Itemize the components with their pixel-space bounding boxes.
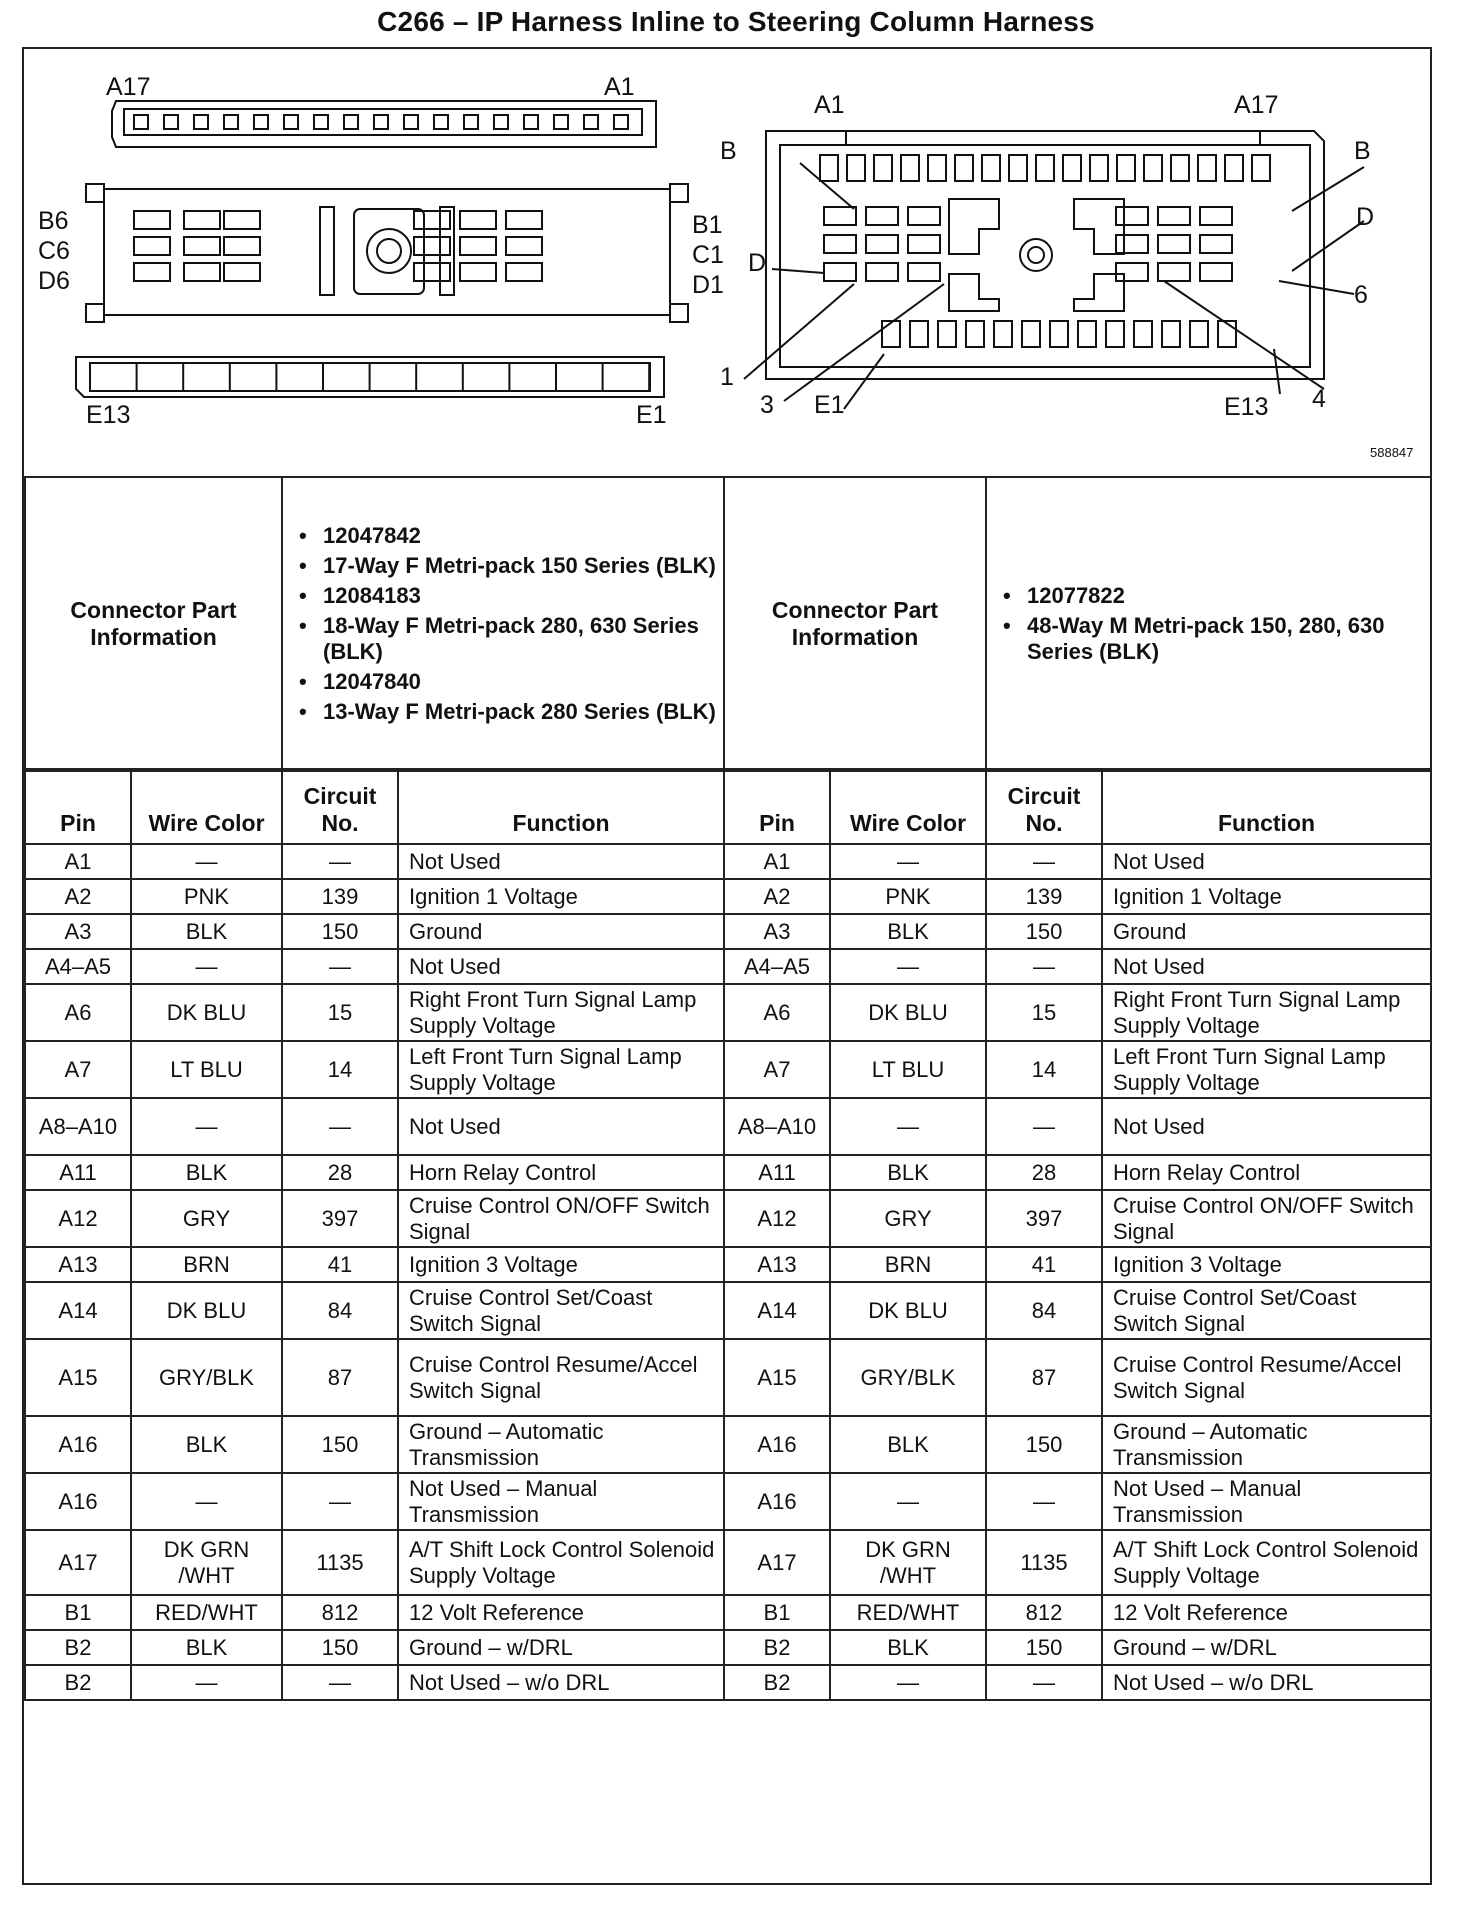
pin-cavity <box>994 321 1012 347</box>
function-cell: Ground – w/DRL <box>1102 1630 1431 1665</box>
table-row <box>25 1473 1431 1530</box>
pin-cavity <box>134 211 170 229</box>
circuit-cell: 397 <box>282 1190 398 1247</box>
circuit-cell: — <box>282 844 398 879</box>
wire-color-cell: BRN <box>830 1247 986 1282</box>
function-cell: 12 Volt Reference <box>1102 1595 1431 1630</box>
label-a17-left: A17 <box>106 73 151 101</box>
circuit-cell: — <box>986 1473 1102 1530</box>
pin-cell: A7 <box>724 1041 830 1098</box>
circuit-cell: 41 <box>282 1247 398 1282</box>
pin-cavity <box>584 115 598 129</box>
table-row <box>25 1098 1431 1155</box>
function-cell: Ground – Automatic Transmission <box>1102 1416 1431 1473</box>
function-cell: Cruise Control Set/Coast Switch Signal <box>398 1282 724 1339</box>
pin-cavity <box>955 155 973 181</box>
pin-cell: B2 <box>724 1630 830 1665</box>
list-item: • 13-Way F Metri-pack 280 Series (BLK) <box>323 699 717 725</box>
pin-cell: A11 <box>25 1155 131 1190</box>
wire-color-cell: GRY <box>131 1190 282 1247</box>
label-c6: C6 <box>38 237 70 265</box>
pin-cell: A2 <box>724 879 830 914</box>
function-cell: Not Used <box>398 1098 724 1155</box>
pin-cavity <box>1218 321 1236 347</box>
pin-cell: A14 <box>724 1282 830 1339</box>
list-item: • 12084183 <box>323 583 717 609</box>
label-c1: C1 <box>692 241 724 269</box>
pin-cavity <box>874 155 892 181</box>
pin-cavity <box>506 237 542 255</box>
circuit-cell: 812 <box>986 1595 1102 1630</box>
circuit-cell: 84 <box>282 1282 398 1339</box>
function-cell: Cruise Control Set/Coast Switch Signal <box>1102 1282 1431 1339</box>
circuit-cell: 397 <box>986 1190 1102 1247</box>
pin-cavity <box>524 115 538 129</box>
list-item: • 17-Way F Metri-pack 150 Series (BLK) <box>323 553 717 579</box>
pin-cavity <box>224 115 238 129</box>
table-row <box>25 914 1431 949</box>
pin-cavity <box>134 115 148 129</box>
circuit-cell: — <box>986 1665 1102 1700</box>
pin-cavity <box>1050 321 1068 347</box>
pin-cell: A2 <box>25 879 131 914</box>
circuit-cell: 150 <box>282 1630 398 1665</box>
pin-cell: A16 <box>25 1416 131 1473</box>
list-item: • 18-Way F Metri-pack 280, 630 Series (BLK) <box>323 613 717 665</box>
circuit-cell: 150 <box>986 914 1102 949</box>
pin-cell: A8–A10 <box>724 1098 830 1155</box>
list-item: • 12077822 <box>1027 583 1424 609</box>
label-1: 1 <box>720 363 734 391</box>
pin-cell: B1 <box>25 1595 131 1630</box>
circuit-cell: 14 <box>282 1041 398 1098</box>
pin-cell: A1 <box>25 844 131 879</box>
label-a17-right: A17 <box>1234 91 1279 119</box>
pin-cavity <box>554 115 568 129</box>
pin-cavity <box>464 115 478 129</box>
pin-cavity <box>460 263 496 281</box>
header-circuit-no: Circuit No. <box>282 769 398 844</box>
pin-cavity <box>134 237 170 255</box>
circuit-cell: 14 <box>986 1041 1102 1098</box>
function-cell: Not Used <box>1102 1098 1431 1155</box>
function-cell: Ignition 1 Voltage <box>1102 879 1431 914</box>
label-e1-left: E1 <box>636 401 667 429</box>
function-cell: Horn Relay Control <box>1102 1155 1431 1190</box>
circuit-cell: — <box>986 949 1102 984</box>
pin-cavity <box>982 155 1000 181</box>
wire-color-cell: BLK <box>131 1416 282 1473</box>
pin-cavity <box>1090 155 1108 181</box>
label-a1-right: A1 <box>814 91 845 119</box>
pin-cavity <box>1171 155 1189 181</box>
circuit-cell: — <box>986 1098 1102 1155</box>
wire-color-cell: — <box>131 844 282 879</box>
function-cell: Ignition 3 Voltage <box>1102 1247 1431 1282</box>
table-row <box>25 844 1431 879</box>
pin-cavity <box>1022 321 1040 347</box>
pin-cell: A4–A5 <box>25 949 131 984</box>
pin-cavity <box>134 263 170 281</box>
circuit-cell: 150 <box>282 1416 398 1473</box>
pin-cavity <box>184 263 220 281</box>
function-cell: Horn Relay Control <box>398 1155 724 1190</box>
pin-cell: A3 <box>724 914 830 949</box>
circuit-cell: 41 <box>986 1247 1102 1282</box>
pin-cavity <box>1144 155 1162 181</box>
pin-cavity <box>194 115 208 129</box>
circuit-cell: 150 <box>986 1630 1102 1665</box>
function-cell: Ground <box>1102 914 1431 949</box>
function-cell: Not Used <box>1102 949 1431 984</box>
pin-cell: A4–A5 <box>724 949 830 984</box>
circuit-cell: 1135 <box>282 1530 398 1595</box>
label-a1-left: A1 <box>604 73 635 101</box>
circuit-cell: 28 <box>986 1155 1102 1190</box>
pin-cavity <box>184 211 220 229</box>
pin-cavity <box>1158 207 1190 225</box>
wire-color-cell: BLK <box>131 1155 282 1190</box>
circuit-cell: — <box>986 844 1102 879</box>
table-row <box>25 1665 1431 1700</box>
table-row <box>25 949 1431 984</box>
pin-cavity <box>344 115 358 129</box>
pin-cavity <box>404 115 418 129</box>
function-cell: Not Used <box>398 844 724 879</box>
function-cell: Right Front Turn Signal Lamp Supply Voltage <box>1102 984 1431 1041</box>
circuit-cell: 139 <box>986 879 1102 914</box>
circuit-cell: — <box>282 1098 398 1155</box>
wire-color-cell: GRY <box>830 1190 986 1247</box>
pin-cavity <box>866 263 898 281</box>
pin-cavity <box>847 155 865 181</box>
label-d-right: D <box>1356 203 1375 231</box>
label-b1: B1 <box>692 211 723 239</box>
pin-cavity <box>901 155 919 181</box>
table-row <box>25 1339 1431 1416</box>
pin-cavity <box>1158 235 1190 253</box>
pin-cavity <box>908 207 940 225</box>
table-row <box>25 879 1431 914</box>
wire-color-cell: LT BLU <box>830 1041 986 1098</box>
function-cell: Right Front Turn Signal Lamp Supply Voltage <box>398 984 724 1041</box>
label-b6: B6 <box>38 207 69 235</box>
list-item: • 48-Way M Metri-pack 150, 280, 630 Series (BLK) <box>1027 613 1424 665</box>
pin-cavity <box>614 115 628 129</box>
function-cell: Left Front Turn Signal Lamp Supply Voltage <box>398 1041 724 1098</box>
pin-cell: B1 <box>724 1595 830 1630</box>
pin-cavity <box>908 235 940 253</box>
wire-color-cell: DK BLU <box>830 1282 986 1339</box>
wire-color-cell: — <box>131 1473 282 1530</box>
pin-cell: A11 <box>724 1155 830 1190</box>
table-row <box>25 1155 1431 1190</box>
pin-cavity <box>414 237 450 255</box>
table-row <box>25 1190 1431 1247</box>
label-e1-right: E1 <box>814 391 845 419</box>
table-row <box>25 1416 1431 1473</box>
function-cell: A/T Shift Lock Control Solenoid Supply Voltage <box>398 1530 724 1595</box>
table-row <box>25 1041 1431 1098</box>
wire-color-cell: — <box>830 1098 986 1155</box>
pin-cavity <box>1162 321 1180 347</box>
wire-color-cell: GRY/BLK <box>131 1339 282 1416</box>
pin-cavity <box>1116 235 1148 253</box>
pin-cavity <box>1106 321 1124 347</box>
connector-diagram <box>24 49 1430 478</box>
pin-cavity <box>1063 155 1081 181</box>
table-row <box>25 1530 1431 1595</box>
pin-cavity <box>1036 155 1054 181</box>
pin-cavity <box>1252 155 1270 181</box>
wire-color-cell: PNK <box>131 879 282 914</box>
pin-cell: B2 <box>724 1665 830 1700</box>
pin-cavity <box>434 115 448 129</box>
pin-cavity <box>314 115 328 129</box>
pin-cell: A12 <box>25 1190 131 1247</box>
function-cell: Ground – Automatic Transmission <box>398 1416 724 1473</box>
pin-cavity <box>910 321 928 347</box>
pin-cavity <box>1200 263 1232 281</box>
pin-cell: A13 <box>25 1247 131 1282</box>
pin-cavity <box>908 263 940 281</box>
pin-cell: A15 <box>25 1339 131 1416</box>
wire-color-cell: GRY/BLK <box>830 1339 986 1416</box>
wire-color-cell: — <box>131 1098 282 1155</box>
pin-cavity <box>164 115 178 129</box>
circuit-cell: — <box>282 949 398 984</box>
wire-color-cell: BLK <box>131 914 282 949</box>
function-cell: Ground <box>398 914 724 949</box>
circuit-cell: — <box>282 1665 398 1700</box>
wire-color-cell: DK BLU <box>830 984 986 1041</box>
function-cell: Not Used – w/o DRL <box>398 1665 724 1700</box>
pin-cavity <box>966 321 984 347</box>
pin-cell: A7 <box>25 1041 131 1098</box>
label-d6: D6 <box>38 267 70 295</box>
pin-cell: A1 <box>724 844 830 879</box>
pin-cavity <box>1225 155 1243 181</box>
function-cell: Not Used <box>398 949 724 984</box>
wire-color-cell: BLK <box>131 1630 282 1665</box>
pin-cell: A12 <box>724 1190 830 1247</box>
wire-color-cell: — <box>830 949 986 984</box>
wire-color-cell: LT BLU <box>131 1041 282 1098</box>
pin-cavity <box>224 237 260 255</box>
table-row <box>25 1630 1431 1665</box>
function-cell: Cruise Control ON/OFF Switch Signal <box>398 1190 724 1247</box>
wire-color-cell: RED/WHT <box>131 1595 282 1630</box>
pin-cavity <box>1200 235 1232 253</box>
table-row <box>25 1595 1431 1630</box>
list-item: • 12047842 <box>323 523 717 549</box>
wire-color-cell: — <box>131 949 282 984</box>
header-function: Function <box>1102 769 1431 844</box>
label-d-left: D <box>748 249 767 277</box>
list-item: • 12047840 <box>323 669 717 695</box>
pin-cavity <box>254 115 268 129</box>
page-title: C266 – IP Harness Inline to Steering Column Harness <box>377 6 1095 37</box>
pin-cell: A13 <box>724 1247 830 1282</box>
circuit-cell: 87 <box>986 1339 1102 1416</box>
function-cell: Not Used – w/o DRL <box>1102 1665 1431 1700</box>
pin-cell: A15 <box>724 1339 830 1416</box>
table-row <box>25 984 1431 1041</box>
pin-table <box>24 768 1432 1701</box>
pin-cavity <box>506 211 542 229</box>
pin-cavity <box>1078 321 1096 347</box>
function-cell: Not Used – Manual Transmission <box>1102 1473 1431 1530</box>
function-cell: Left Front Turn Signal Lamp Supply Voltage <box>1102 1041 1431 1098</box>
wire-color-cell: DK GRN /WHT <box>830 1530 986 1595</box>
pin-cell: A6 <box>25 984 131 1041</box>
pin-cavity <box>224 263 260 281</box>
connector-info-heading-left: Connector Part Information <box>25 477 282 771</box>
pin-cavity <box>824 235 856 253</box>
pin-cell: A16 <box>724 1416 830 1473</box>
wire-color-cell: BLK <box>830 1630 986 1665</box>
pin-cavity <box>1009 155 1027 181</box>
pin-cavity <box>882 321 900 347</box>
pin-cavity <box>1200 207 1232 225</box>
wire-color-cell: — <box>830 1665 986 1700</box>
pin-cavity <box>824 263 856 281</box>
wire-color-cell: BLK <box>830 914 986 949</box>
wire-color-cell: BRN <box>131 1247 282 1282</box>
wire-color-cell: — <box>830 844 986 879</box>
function-cell: Cruise Control Resume/Accel Switch Signal <box>1102 1339 1431 1416</box>
pin-cavity <box>866 235 898 253</box>
pin-cavity <box>1134 321 1152 347</box>
circuit-cell: 84 <box>986 1282 1102 1339</box>
pin-cavity <box>460 211 496 229</box>
connector-info-list-left <box>282 477 724 771</box>
circuit-cell: 15 <box>986 984 1102 1041</box>
wire-color-cell: BLK <box>830 1416 986 1473</box>
label-4: 4 <box>1312 385 1326 413</box>
pin-cavity <box>928 155 946 181</box>
connector-info-heading-right: Connector Part Information <box>724 477 986 771</box>
pin-cavity <box>1116 207 1148 225</box>
circuit-cell: 812 <box>282 1595 398 1630</box>
label-e13-right: E13 <box>1224 393 1269 421</box>
pin-cell: B2 <box>25 1665 131 1700</box>
circuit-cell: 150 <box>986 1416 1102 1473</box>
label-b-right: B <box>1354 137 1371 165</box>
table-row <box>25 1282 1431 1339</box>
pin-cavity <box>506 263 542 281</box>
function-cell: Ignition 3 Voltage <box>398 1247 724 1282</box>
circuit-cell: 139 <box>282 879 398 914</box>
circuit-cell: 28 <box>282 1155 398 1190</box>
header-pin: Pin <box>25 769 131 844</box>
pin-cell: B2 <box>25 1630 131 1665</box>
pin-cavity <box>414 263 450 281</box>
wire-color-cell: — <box>131 1665 282 1700</box>
pin-cavity <box>224 211 260 229</box>
pin-cavity <box>460 237 496 255</box>
function-cell: Not Used – Manual Transmission <box>398 1473 724 1530</box>
function-cell: A/T Shift Lock Control Solenoid Supply Voltage <box>1102 1530 1431 1595</box>
header-circuit-no: Circuit No. <box>986 769 1102 844</box>
header-function: Function <box>398 769 724 844</box>
wire-color-cell: BLK <box>830 1155 986 1190</box>
pin-cavity <box>866 207 898 225</box>
header-wire-color: Wire Color <box>830 769 986 844</box>
pin-cavity <box>284 115 298 129</box>
circuit-cell: 87 <box>282 1339 398 1416</box>
header-wire-color: Wire Color <box>131 769 282 844</box>
pin-cell: A16 <box>724 1473 830 1530</box>
function-cell: Ground – w/DRL <box>398 1630 724 1665</box>
pin-cavity <box>374 115 388 129</box>
label-3: 3 <box>760 391 774 419</box>
wire-color-cell: DK BLU <box>131 1282 282 1339</box>
circuit-cell: 150 <box>282 914 398 949</box>
function-cell: Cruise Control Resume/Accel Switch Signal <box>398 1339 724 1416</box>
pin-cavity <box>1117 155 1135 181</box>
pin-cell: A14 <box>25 1282 131 1339</box>
connector-illustration <box>24 49 1430 476</box>
pin-cavity <box>824 207 856 225</box>
pin-table-header <box>25 769 1431 844</box>
wire-color-cell: DK GRN /WHT <box>131 1530 282 1595</box>
function-cell: Not Used <box>1102 844 1431 879</box>
connector-info-list-right <box>986 477 1431 771</box>
pin-cavity <box>820 155 838 181</box>
connector-info-table <box>24 476 1432 772</box>
pin-cavity <box>184 237 220 255</box>
label-b-left: B <box>720 137 737 165</box>
wire-color-cell: — <box>830 1473 986 1530</box>
function-cell: Ignition 1 Voltage <box>398 879 724 914</box>
pin-cavity <box>1198 155 1216 181</box>
label-d1: D1 <box>692 271 724 299</box>
wire-color-cell: PNK <box>830 879 986 914</box>
circuit-cell: 15 <box>282 984 398 1041</box>
label-6: 6 <box>1354 281 1368 309</box>
pin-cell: A17 <box>25 1530 131 1595</box>
pin-cell: A17 <box>724 1530 830 1595</box>
pin-cavity <box>414 211 450 229</box>
circuit-cell: — <box>282 1473 398 1530</box>
wire-color-cell: RED/WHT <box>830 1595 986 1630</box>
pin-cavity <box>1116 263 1148 281</box>
pin-cavity <box>494 115 508 129</box>
header-pin: Pin <box>724 769 830 844</box>
figure-number: 588847 <box>1370 445 1414 460</box>
pin-cell: A3 <box>25 914 131 949</box>
pin-cell: A16 <box>25 1473 131 1530</box>
pin-cell: A6 <box>724 984 830 1041</box>
pin-cavity <box>1190 321 1208 347</box>
pin-cell: A8–A10 <box>25 1098 131 1155</box>
document-frame <box>22 47 1432 1885</box>
function-cell: Cruise Control ON/OFF Switch Signal <box>1102 1190 1431 1247</box>
function-cell: 12 Volt Reference <box>398 1595 724 1630</box>
label-e13-left: E13 <box>86 401 131 429</box>
pin-cavity <box>1158 263 1190 281</box>
pin-cavity <box>938 321 956 347</box>
table-row <box>25 1247 1431 1282</box>
wire-color-cell: DK BLU <box>131 984 282 1041</box>
circuit-cell: 1135 <box>986 1530 1102 1595</box>
